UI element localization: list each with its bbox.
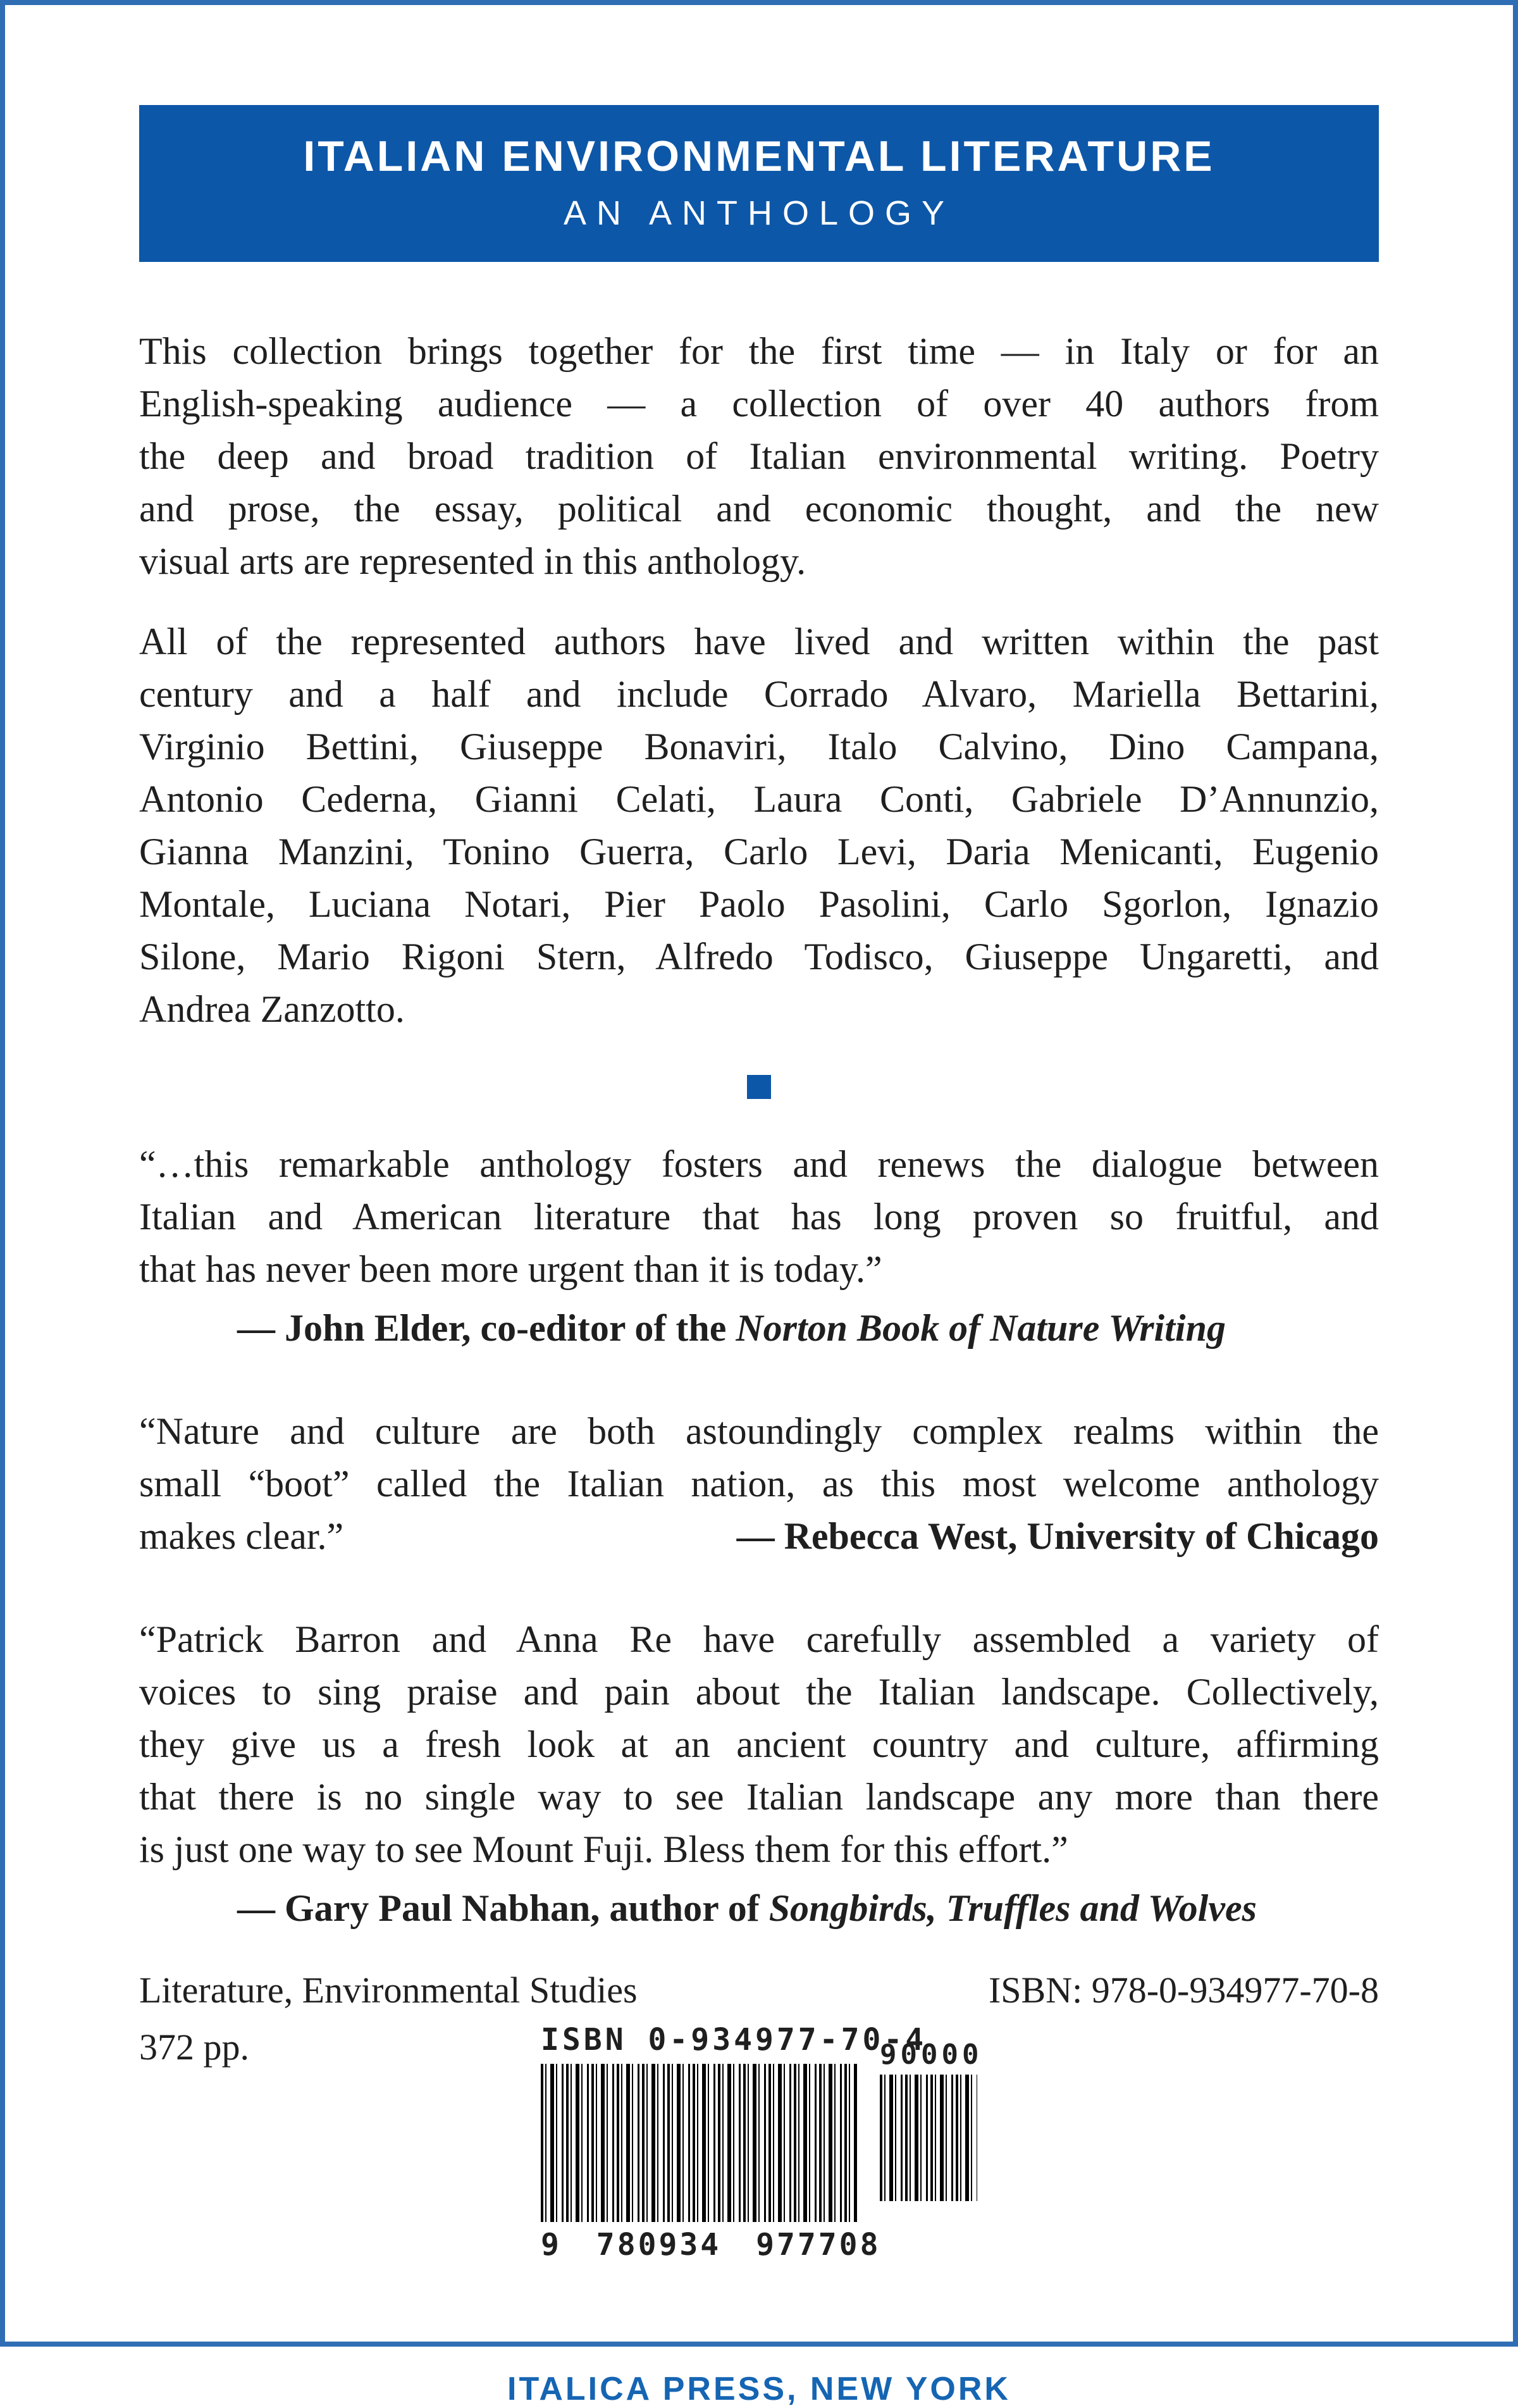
description-paragraph-1 (139, 325, 1379, 588)
text-line: Italian and American literature that has long proven so fruitful, and (139, 1196, 1379, 1238)
text-line: that there is no single way to see Italian landscape any more than there (139, 1776, 1379, 1818)
text-line: Montale, Luciana Notari, Pier Paolo Pasolini, Carlo Sgorlon, Ignazio (139, 883, 1379, 925)
quote-last-line-with-attribution (139, 1510, 1379, 1563)
text-line: Antonio Cederna, Gianni Celati, Laura Conti, Gabriele D’Annunzio, (139, 778, 1379, 820)
barcode-digits: 9 780934 977708 (541, 2227, 881, 2262)
book-title: ITALIAN ENVIRONMENTAL LITERATURE (303, 132, 1215, 180)
text-line: All of the represented authors have lived and written within the past (139, 621, 1379, 662)
review-quote-west (139, 1405, 1379, 1563)
text-line: they give us a fresh look at an ancient country and culture, affirming (139, 1723, 1379, 1765)
text-line: makes clear.” (139, 1515, 344, 1557)
barcode (541, 2022, 983, 2262)
quote-attribution-elder (139, 1302, 1379, 1355)
text-line: Silone, Mario Rigoni Stern, Alfredo Todisco, Giuseppe Ungaretti, and (139, 936, 1379, 977)
text-line: Gianna Manzini, Tonino Guerra, Carlo Levi, Daria Menicanti, Eugenio (139, 831, 1379, 872)
text-line: This collection brings together for the first time — in Italy or for an (139, 330, 1379, 372)
section-divider-square (747, 1075, 771, 1099)
text-line: “…this remarkable anthology fosters and renews the dialogue between (139, 1143, 1379, 1185)
attribution-book-title: Songbirds, Truffles and Wolves (768, 1887, 1257, 1929)
text-line: “Patrick Barron and Anna Re have carefully assembled a variety of (139, 1618, 1379, 1660)
quote-attribution-nabhan (139, 1882, 1379, 1935)
barcode-row (541, 2022, 983, 2262)
text-line: is just one way to see Mount Fuji. Bless them for this effort.” (139, 1828, 1068, 1870)
text-line: small “boot” called the Italian nation, as this most welcome anthology (139, 1463, 1379, 1505)
footer-meta-row (139, 1968, 1379, 2013)
text-line: voices to sing praise and pain about the Italian landscape. Collectively, (139, 1671, 1379, 1713)
barcode-isbn-text: ISBN 0-934977-70-4 (541, 2022, 927, 2057)
barcode-zone (139, 2022, 1379, 2275)
page-count: 372 pp. (139, 2026, 249, 2068)
barcode-supplement-bars (880, 2075, 977, 2201)
attribution-name: — John Elder, co-editor of the (237, 1307, 736, 1349)
text-line: century and a half and include Corrado Alvaro, Mariella Bettarini, (139, 673, 1379, 715)
text-line: and prose, the essay, political and economic thought, and the new (139, 488, 1379, 530)
book-back-cover (5, 5, 1513, 2408)
quote-attribution-west: — Rebecca West, University of Chicago (736, 1515, 1379, 1557)
attribution-name: — Gary Paul Nabhan, author of (237, 1887, 769, 1929)
publisher-imprint: ITALICA PRESS, NEW YORK (507, 2371, 1011, 2407)
text-line: the deep and broad tradition of Italian environmental writing. Poetry (139, 435, 1379, 477)
attribution-book-title: Norton Book of Nature Writing (736, 1307, 1226, 1349)
title-banner (139, 105, 1379, 262)
subject-categories: Literature, Environmental Studies (139, 1970, 638, 2011)
text-line: English-speaking audience — a collection of over 40 authors from (139, 383, 1379, 425)
text-line: “Nature and culture are both astoundingly complex realms within the (139, 1410, 1379, 1452)
text-line: that has never been more urgent than it is today.” (139, 1248, 882, 1290)
book-subtitle: AN ANTHOLOGY (563, 194, 955, 232)
text-line: visual arts are represented in this anthology. (139, 540, 806, 582)
barcode-supplement-number: 90000 (880, 2039, 983, 2071)
review-quote-nabhan (139, 1613, 1379, 1935)
review-quote-elder (139, 1138, 1379, 1355)
description-paragraph-2 (139, 616, 1379, 1036)
barcode-bars (541, 2064, 857, 2222)
barcode-supplement (880, 2039, 983, 2201)
text-line: Virginio Bettini, Giuseppe Bonaviri, Italo Calvino, Dino Campana, (139, 726, 1379, 767)
isbn-13: ISBN: 978-0-934977-70-8 (988, 1970, 1379, 2011)
text-line: Andrea Zanzotto. (139, 988, 405, 1030)
barcode-main (541, 2022, 927, 2262)
